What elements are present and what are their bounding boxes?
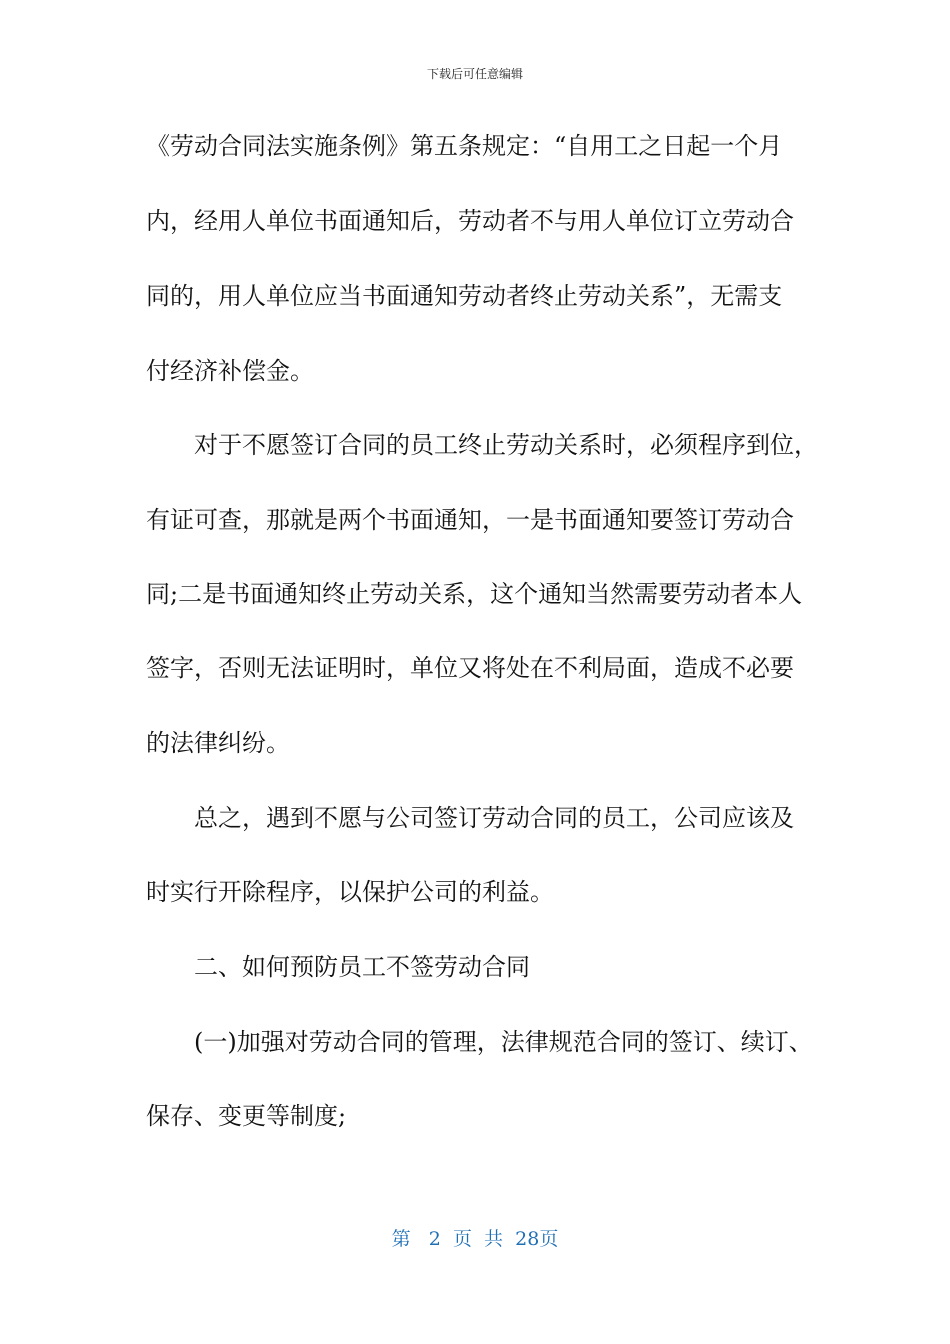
- text-line-1: 《劳动合同法实施条例》第五条规定：“自用工之日起一个月: [146, 132, 783, 160]
- page-number-footer: [0, 1226, 950, 1252]
- text-line-2: 内，经用人单位书面通知后，劳动者不与用人单位订立劳动合: [146, 207, 794, 235]
- text-line-3: 同的，用人单位应当书面通知劳动者终止劳动关系”，无需支: [146, 282, 783, 310]
- page-suffix: 页: [539, 1228, 559, 1250]
- page-header-note: 下载后可任意编辑: [426, 67, 523, 81]
- page-current: 2: [428, 1228, 441, 1250]
- text-line-11: 时实行开除程序，以保护公司的利益。: [146, 878, 554, 906]
- page-prefix: 第: [391, 1228, 411, 1250]
- text-line-13: (一)加强对劳动合同的管理，法律规范合同的签订、续订、: [194, 1028, 813, 1056]
- text-line-5: 对于不愿签订合同的员工终止劳动关系时，必须程序到位，: [194, 431, 818, 459]
- page-total: 28: [515, 1228, 540, 1250]
- text-line-8: 签字，否则无法证明时，单位又将处在不利局面，造成不必要: [146, 654, 794, 682]
- page-mid: 页 共: [452, 1228, 504, 1250]
- text-line-6: 有证可查，那就是两个书面通知，一是书面通知要签订劳动合: [146, 506, 794, 534]
- text-line-9: 的法律纠纷。: [146, 729, 290, 757]
- text-line-14: 保存、变更等制度;: [146, 1102, 347, 1130]
- section-heading: 二、如何预防员工不签劳动合同: [194, 953, 530, 981]
- text-line-10: 总之，遇到不愿与公司签订劳动合同的员工，公司应该及: [194, 804, 794, 832]
- text-line-4: 付经济补偿金。: [146, 357, 314, 385]
- text-line-7: 同;二是书面通知终止劳动关系，这个通知当然需要劳动者本人: [146, 580, 803, 608]
